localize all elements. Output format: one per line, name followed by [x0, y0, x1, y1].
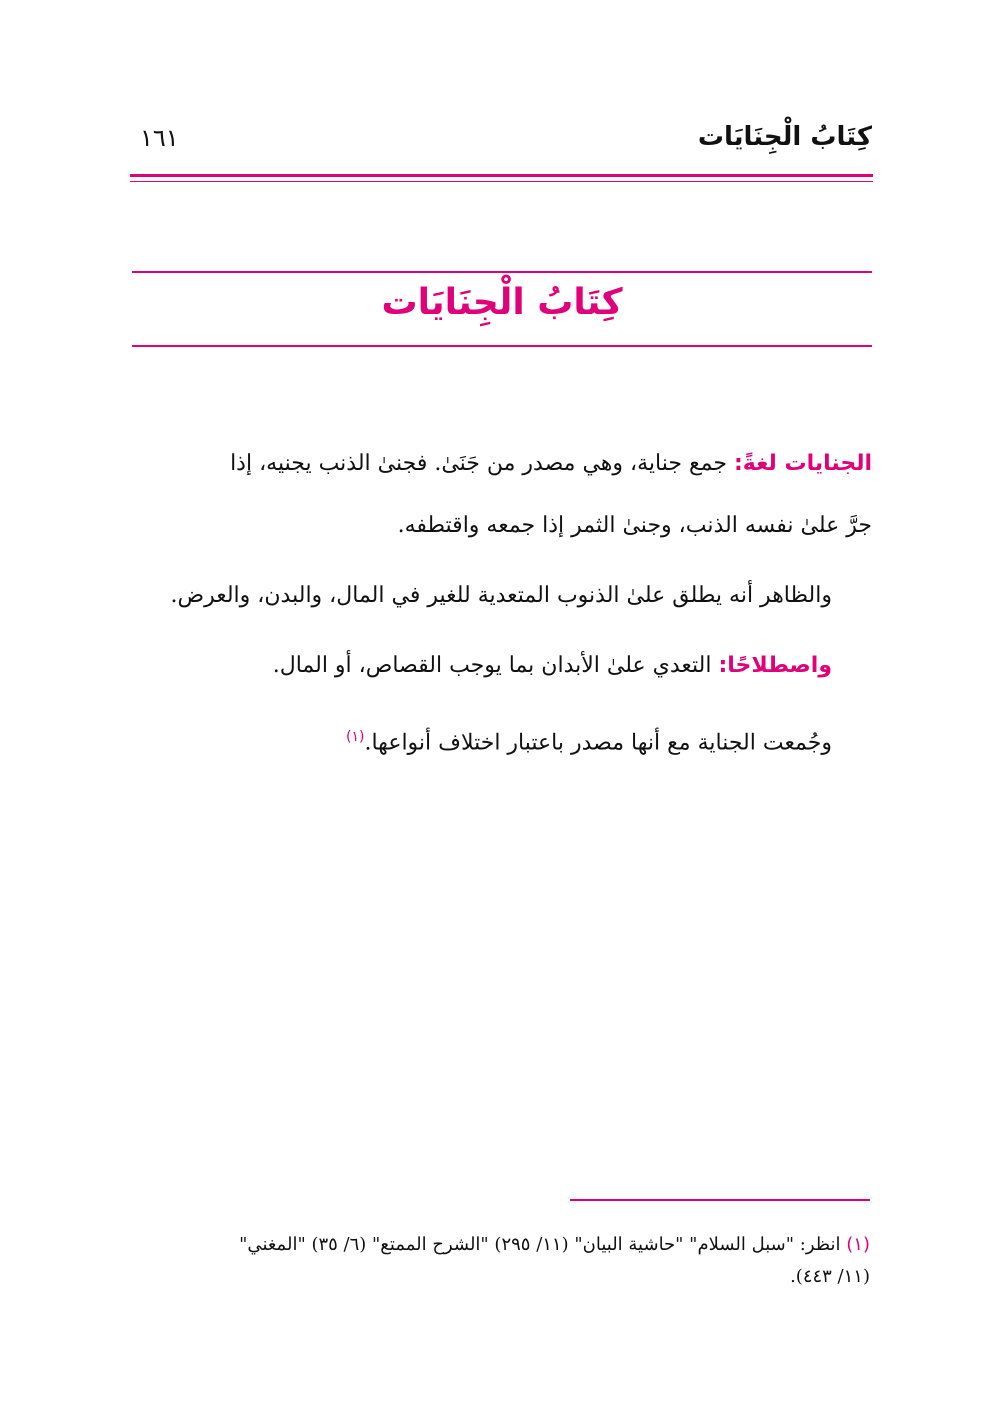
paragraph-technical-definition — [273, 635, 832, 697]
footnote-reference[interactable]: (١) — [346, 729, 365, 745]
paragraph-definition-line-1 — [230, 433, 872, 495]
term-technical: واصطلاحًا: — [718, 653, 832, 678]
term-linguistic: الجنايات لغةً: — [733, 451, 872, 476]
footnote-line-1 — [239, 1230, 870, 1260]
header-rule-thin — [130, 181, 873, 182]
technical-definition-text: التعدي علىٰ الأبدان بما يوجب القصاص، أو المال. — [272, 653, 719, 678]
plural-note-text: وجُمعت الجناية مع أنها مصدر باعتبار اختلاف أنواعها. — [364, 730, 832, 756]
header-rule-thick — [130, 174, 873, 177]
footnote-line-2: (١١/ ٤٤٣). — [790, 1266, 870, 1287]
paragraph-plural-note — [346, 706, 832, 774]
footnote-separator — [570, 1199, 870, 1201]
paragraph-apparent-meaning: والظاهر أنه يطلق علىٰ الذنوب المتعدية للغير في المال، والبدن، والعرض. — [170, 583, 832, 608]
definition-text: جمع جناية، وهي مصدر من جَنَىٰ. فجنىٰ الذنب يجنيه، إذا — [230, 451, 734, 476]
title-rule-bottom — [132, 345, 872, 347]
page-number: ١٦١ — [140, 124, 179, 152]
chapter-title: كِتَابُ الْجِنَايَات — [381, 282, 623, 323]
running-header-title: كِتَابُ الْجِنَايَات — [697, 122, 872, 152]
title-rule-top — [132, 271, 872, 273]
paragraph-definition-line-2: جرَّ علىٰ نفسه الذنب، وجنىٰ الثمر إذا جمعه واقتطفه. — [397, 513, 872, 538]
footnote-text: انظر: "سبل السلام" "حاشية البيان" (١١/ ٢٩٥) "الشرح الممتع" (٦/ ٣٥) "المغني" — [239, 1234, 847, 1255]
footnote-number: (١) — [846, 1234, 870, 1255]
